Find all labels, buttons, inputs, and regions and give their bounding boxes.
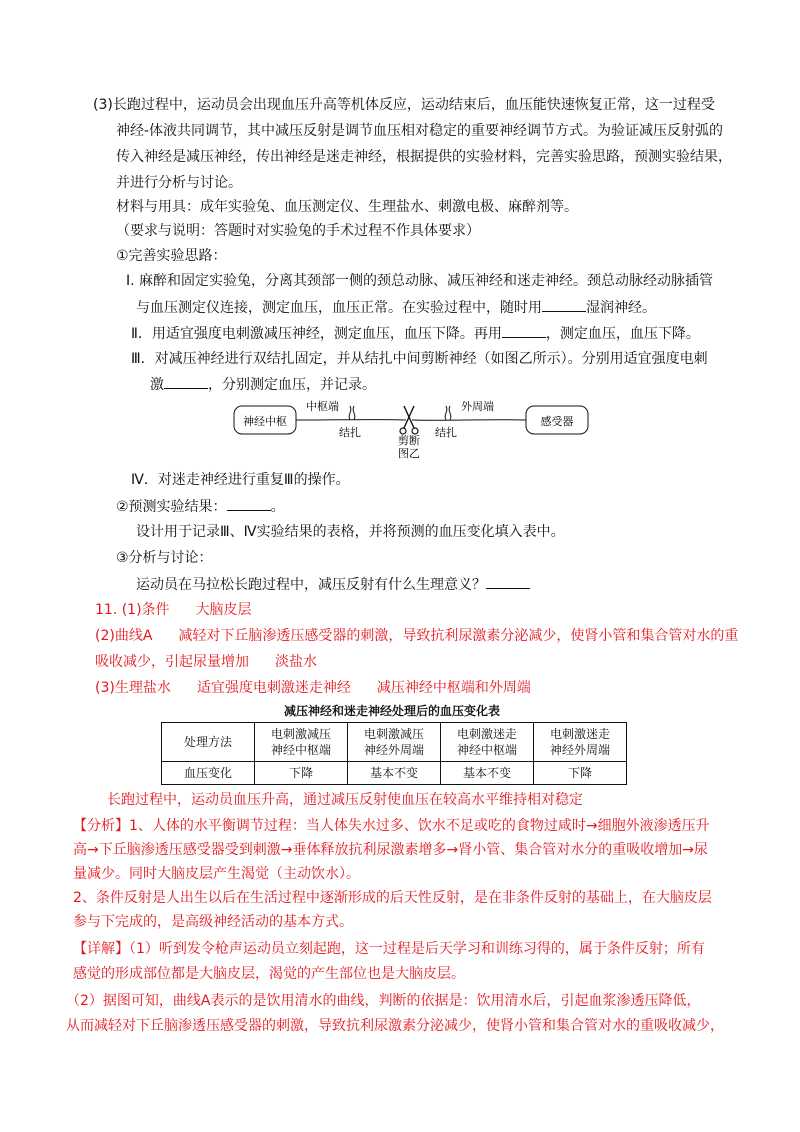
requirements-line: （要求与说明：答题时对实验兔的手术过程不作具体要求）	[116, 223, 480, 239]
detail-2-line-1: （2）据图可知，曲线A表示的是饮用清水的曲线，判断的依据是：饮用清水后，引起血浆渗透压降低，	[66, 993, 701, 1009]
materials-line: 材料与用具：成年实验兔、血压测定仪、生理盐水、刺激电极、麻醉剂等。	[116, 199, 578, 215]
question-line-4: 并进行分析与讨论。	[116, 175, 242, 191]
answer-11-line	[95, 600, 252, 620]
answer-3-value-1: 适宜强度电刺激迷走神经	[196, 680, 351, 696]
analysis-question-text: 运动员在马拉松长跑过程中，减压反射有什么生理意义？	[136, 577, 486, 593]
ligature-left-label: 结扎	[339, 426, 361, 439]
table-row	[162, 762, 627, 785]
nerve-ligation-diagram	[232, 398, 592, 460]
answer-2-label: (2)曲线A	[95, 628, 153, 644]
table-caption: 减压神经和迷走神经处理后的血压变化表	[283, 704, 500, 718]
step2-line	[131, 323, 700, 344]
analysis-2-line-2: 参与下完成的，是高级神经活动的基本方式。	[73, 914, 353, 930]
receptor-label: 感受器	[540, 415, 574, 428]
detail-2-line-2: 从而减轻对下丘脑渗透压感受器的刺激，导致抗利尿激素分泌减少，使肾小管和集合管对水的重吸收减少，	[66, 1018, 724, 1034]
step1-line-2	[136, 297, 656, 318]
answer-2-line-2	[95, 652, 317, 672]
cut-label: 剪断	[398, 434, 420, 447]
ligature-left-mark	[349, 406, 355, 420]
table-cell: 下降	[255, 762, 348, 785]
significance-answer: 长跑过程中，运动员血压升高，通过减压反射使血压在较高水平维持相对稳定	[107, 792, 583, 808]
answer-blank	[164, 374, 208, 389]
nerve-center-label: 神经中枢	[243, 415, 287, 428]
answer-3-label: (3)生理盐水	[95, 680, 171, 696]
answer-1-value: 大脑皮层	[195, 602, 252, 618]
peripheral-end-label: 外周端	[461, 400, 494, 413]
table-header-row	[162, 723, 627, 762]
answer-3-line	[95, 678, 531, 698]
answer-2-text: 减轻对下丘脑渗透压感受器的刺激，导致抗利尿激素分泌减少，使肾小管和集合管对水的重	[178, 628, 739, 644]
detail-1-line-1: 【详解】（1）听到发令枪声运动员立刻起跑，这一过程是后天学习和训练习得的，属于条件反射；所有	[73, 941, 705, 957]
analysis-1-line-3: 量减少。同时大脑皮层产生渴觉（主动饮水）。	[73, 866, 360, 882]
step3-line-2	[150, 374, 376, 395]
step-heading: ①完善实验思路：	[116, 248, 227, 264]
table-header-cell: 处理方法	[162, 723, 255, 762]
question-line-3: 传入神经是减压神经，传出神经是迷走神经，根据提供的实验材料，完善实验思路，预测实验结果，	[116, 149, 732, 165]
table-cell: 基本不变	[441, 762, 534, 785]
figure-label: 图乙	[398, 447, 420, 460]
analysis-1-line-2: 高→下丘脑渗透压感受器受到刺激→垂体释放抗利尿激素增多→肾小管、集合管对水分的重吸收增加→尿	[73, 842, 708, 858]
step1-text-end: 湿润神经。	[586, 300, 656, 316]
predict-text: ②预测实验结果：	[116, 499, 227, 515]
nerve-line-right	[412, 420, 526, 421]
result-table	[161, 722, 627, 785]
question-line-2: 神经-体液共同调节，其中减压反射是调节血压相对稳定的重要神经调节方式。为验证减压反射弧的	[116, 123, 724, 139]
analysis-heading: ③分析与讨论：	[116, 550, 213, 566]
answer-2-value: 淡盐水	[275, 654, 317, 670]
table-cell: 基本不变	[348, 762, 441, 785]
predict-text-end: 。	[270, 499, 285, 515]
ligature-right-mark	[445, 406, 451, 420]
table-cell: 下降	[534, 762, 627, 785]
ligature-right-label: 结扎	[435, 426, 457, 439]
table-header-cell: 电刺激迷走 神经外周端	[534, 723, 627, 762]
design-line: 设计用于记录Ⅲ、Ⅳ实验结果的表格，并将预测的血压变化填入表中。	[136, 524, 565, 540]
analysis-question	[136, 574, 530, 595]
table-cell: 血压变化	[162, 762, 255, 785]
analysis-1-line-1: 【分析】1、人体的水平衡调节过程：当人体失水过多、饮水不足或吃的食物过咸时→细胞外液渗透压升	[73, 818, 710, 834]
question-line-1: (3)长跑过程中，运动员会出现血压升高等机体反应，运动结束后，血压能快速恢复正常，这一过程受	[93, 97, 715, 113]
answer-blank	[486, 574, 530, 589]
table-header-cell: 电刺激减压 神经中枢端	[255, 723, 348, 762]
step4-line: Ⅳ．对迷走神经进行重复Ⅲ的操作。	[131, 472, 350, 488]
step3-line-1: Ⅲ．对减压神经进行双结扎固定，并从结扎中间剪断神经（如图乙所示）。分别用适宜强度电刺	[131, 351, 708, 367]
step2-text: Ⅱ．用适宜强度电刺激减压神经，测定血压，血压下降。再用	[131, 326, 502, 342]
answer-blank	[227, 496, 271, 511]
step1-text: 与血压测定仪连接，测定血压，血压正常。在实验过程中，随时用	[136, 300, 542, 316]
analysis-2-line-1: 2、条件反射是人出生以后在生活过程中逐渐形成的后天性反射，是在非条件反射的基础上，在大脑皮层	[73, 890, 712, 906]
answer-number: 11.	[95, 602, 118, 618]
step3-text-end: ，分别测定血压，并记录。	[208, 377, 376, 393]
predict-line	[116, 496, 285, 517]
answer-blank	[542, 297, 586, 312]
answer-blank	[502, 323, 546, 338]
answer-3-value-2: 减压神经中枢端和外周端	[376, 680, 531, 696]
detail-1-line-2: 感觉的形成部位都是大脑皮层，渴觉的产生部位也是大脑皮层。	[73, 966, 465, 982]
step2-text-end: ，测定血压，血压下降。	[545, 326, 700, 342]
table-header-cell: 电刺激减压 神经外周端	[348, 723, 441, 762]
answer-2-text-cont: 吸收减少，引起尿量增加	[95, 654, 249, 670]
table-header-cell: 电刺激迷走 神经中枢端	[441, 723, 534, 762]
central-end-label: 中枢端	[306, 400, 339, 413]
answer-2-line-1	[95, 626, 738, 646]
step1-line-1: Ⅰ. 麻醉和固定实验兔，分离其颈部一侧的颈总动脉、减压神经和迷走神经。颈总动脉经动脉插管	[126, 273, 714, 289]
step3-text: 激	[150, 377, 164, 393]
answer-1-label: (1)条件	[121, 602, 170, 618]
